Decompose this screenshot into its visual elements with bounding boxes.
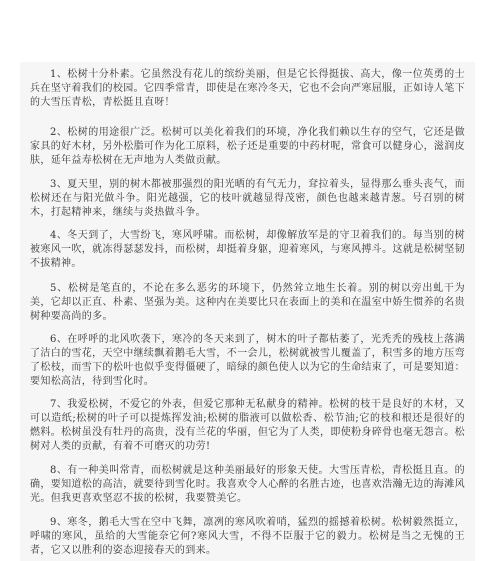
paragraph-2: 2、松树的用途很广泛。松树可以美化着我们的环境，净化我们赖以生存的空气，它还是做家具的好木材，另外松脂可作为化工原料，松子还是重要的中药材呢，常食可以健身心，滋润皮肤，延年益寿松树在无声地为人类做贡献。 [20, 120, 475, 178]
paragraph-5: 5、松树是笔直的，不论在多么恶劣的环境下，仍然耸立地生长着。别的树以旁出虬干为美，它却以正直、朴素、坚强为美。这种内在美要比只在表面上的美和在温室中娇生惯养的名贵树种要高尚的多。 [20, 276, 475, 332]
paragraph-6: 6、在呼呼的北风吹袭下，寒冷的冬天来到了，树木的叶子都枯萎了，光秃秃的残枝上落满了洁白的雪花，天空中继续飘着鹅毛大雪，不一会儿，松树就被雪儿覆盖了，积雪多的地方压弯了松枝，而雪下的松叶也似乎变得僵硬了，暗绿的颜色使人以为它的生命结束了，可是要知道：要知松高洁，待到雪化时。 [20, 327, 475, 397]
paragraph-7: 7、我爱松树，不爱它的外表，但爱它那种无私献身的精神。松树的枝干是良好的木材，又可以造纸;松树的叶子可以提炼挥发油;松树的脂液可以做松香、松节油;它的枝和根还是很好的燃料。松树虽没有牡丹的高贵，没有兰花的华丽，但它为了人类，即使粉身碎骨也毫无怨言。松树对人类的贡献，有着不可磨灭的功劳! [20, 392, 475, 462]
paragraph-1: 1、松树十分朴素。它虽然没有花儿的缤纷美丽，但是它长得挺拔、高大，像一位英勇的士兵在坚守着我们的校园。它四季常青，即使是在寒冷冬天，它也不会向严寒屈服，正如诗人笔下的大雪压青松，青松挺且直呀！ [20, 62, 475, 132]
paragraph-3: 3、夏天里，别的树木都被那强烈的阳光晒的有气无力，耷拉着头，显得那么垂头丧气，而松树还在与阳光做斗争。阳光越强，它的枝叶就越显得茂密，颜色也越来越青葱。号召别的树木，打起精神来，继续与炎热做斗争。 [20, 172, 475, 228]
paragraph-9: 9、寒冬，鹅毛大雪在空中飞舞，凛冽的寒风吹着哨，猛烈的摇撼着松树。松树毅然挺立，呼啸的寒风，虽给的大雪能奈它何?寒风大雪，不得不臣服于它的毅力。松树是当之无愧的王者，它又以胜利的姿态迎接春天的到来。 [20, 510, 475, 561]
paragraph-4: 4、冬天到了，大雪纷飞，寒风呼啸。而松树，却像解放军是的守卫着我们的。每当别的树被寒风一吹，就冻得瑟瑟发抖，而松树，却挺着身躯，迎着寒风，与寒风搏斗。这就是松树坚韧不拔精神。 [20, 223, 475, 279]
paragraph-8: 8、有一种美叫常青，而松树就是这种美丽最好的形象天使。大雪压青松，青松挺且直。的确，要知道松的高洁，就要待到雪化时。我喜欢令人心醉的名胜古迹，也喜欢浩瀚无边的海滩风光。但我更喜欢坚忍不拔的松树，我要赞美它。 [20, 458, 475, 514]
